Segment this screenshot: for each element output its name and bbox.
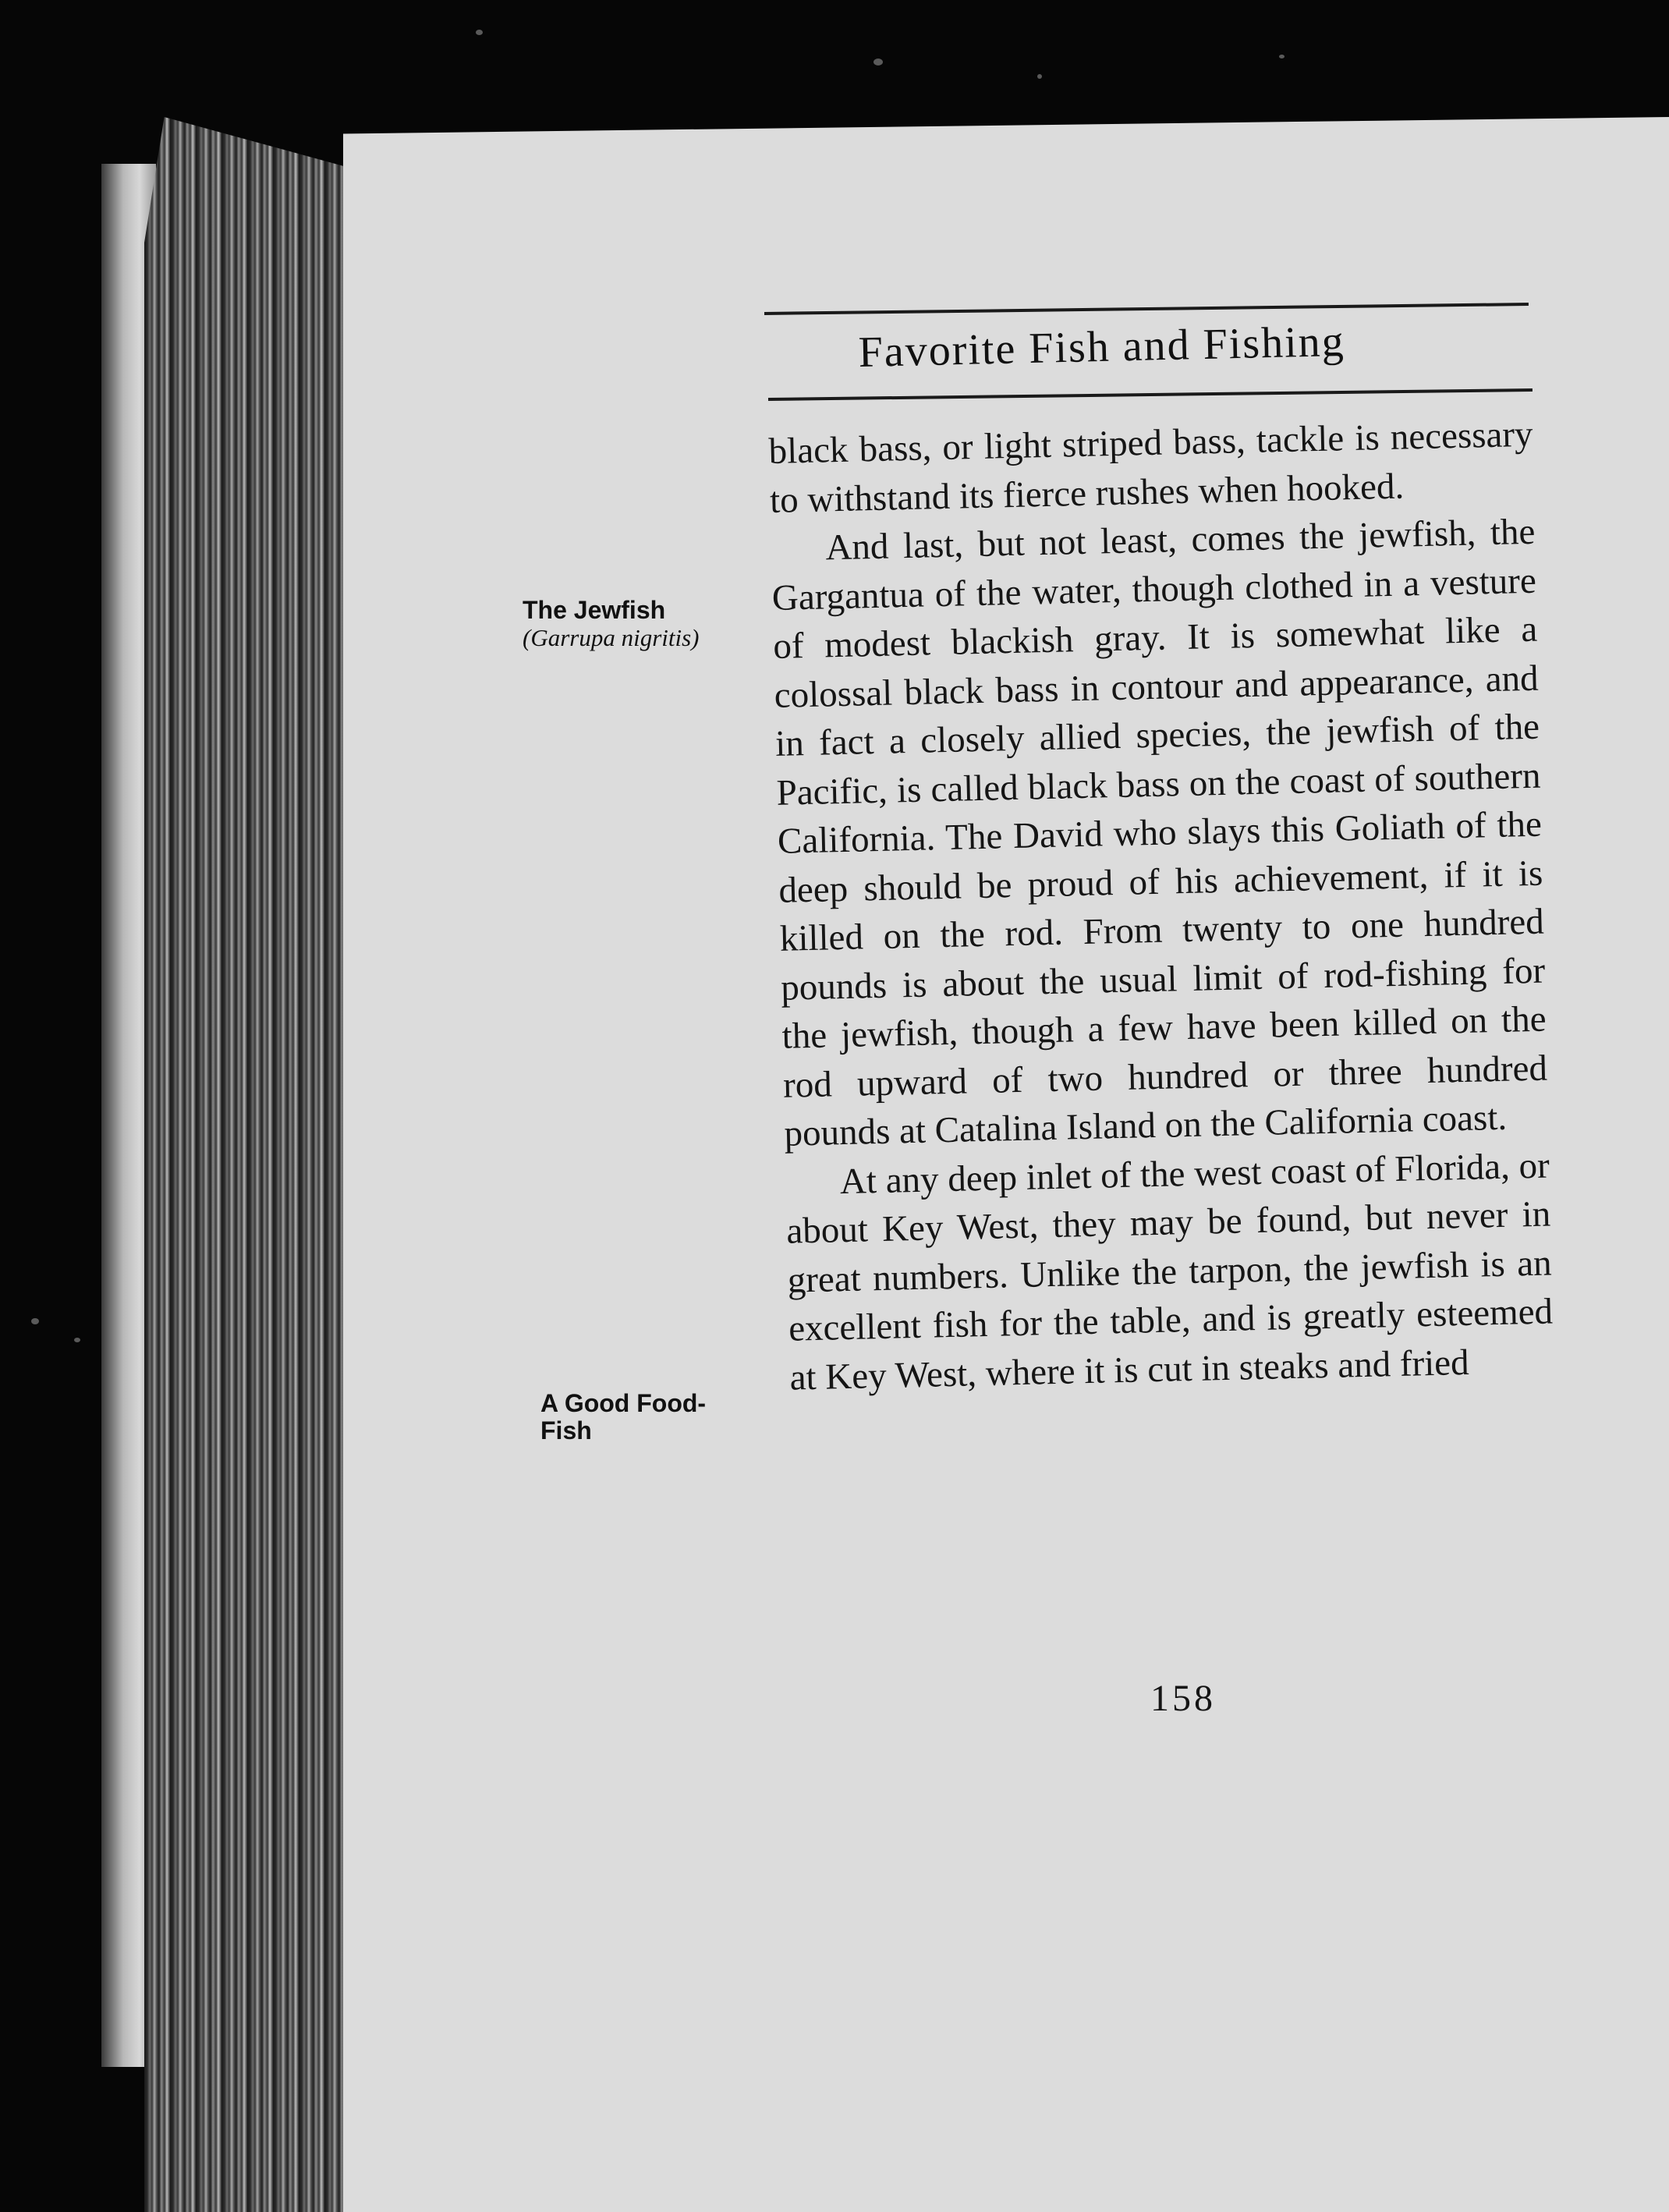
dust-speck: [74, 1338, 80, 1342]
dust-speck: [476, 30, 483, 35]
paragraph: And last, but not least, comes the jewfish, the Gargantua of the water, though clothed in a vesture of modest blackish gray. It is somewhat like a colossal black bass in contour and appearance, and in fact a closely allied species, the jewfish of the Pacific, is called black bass on the coast of southern California. The David who slays this Goliath of the deep should be proud of his achievement, if it is killed on the rod. From twenty to one hundred pounds is about the usual limit of rod-fishing for the jewfish, though a few have been killed on the rod upward of two hundred or three hundred pounds at Catalina Island on the California coast.: [771, 511, 1548, 1154]
paragraph: At any deep inlet of the west coast of Florida, or about Key West, they may be found, but never in great numbers. Unlike the tarpon, the jewfish is an excellent fish for the table, and is greatly esteemed at Key West, where it is cut in steaks and fried: [785, 1145, 1554, 1398]
running-head: Favorite Fish and Fishing: [858, 317, 1346, 377]
marginal-heading: The Jewfish: [523, 596, 666, 624]
marginal-heading: A Good Food-Fish: [540, 1389, 707, 1445]
marginal-scientific-name: (Garrupa nigritis): [523, 624, 700, 651]
marginal-note-jewfish: [523, 597, 710, 651]
body-text: [768, 410, 1554, 1402]
marginal-note-food-fish: [540, 1390, 751, 1445]
dust-speck: [1037, 74, 1042, 79]
dust-speck: [31, 1318, 39, 1324]
paragraph: black bass, or light striped bass, tackle is necessary to withstand its fierce rushes when hooked.: [768, 413, 1534, 521]
page-number: 158: [1150, 1678, 1216, 1719]
dust-speck: [1279, 55, 1285, 58]
dust-speck: [873, 58, 883, 66]
